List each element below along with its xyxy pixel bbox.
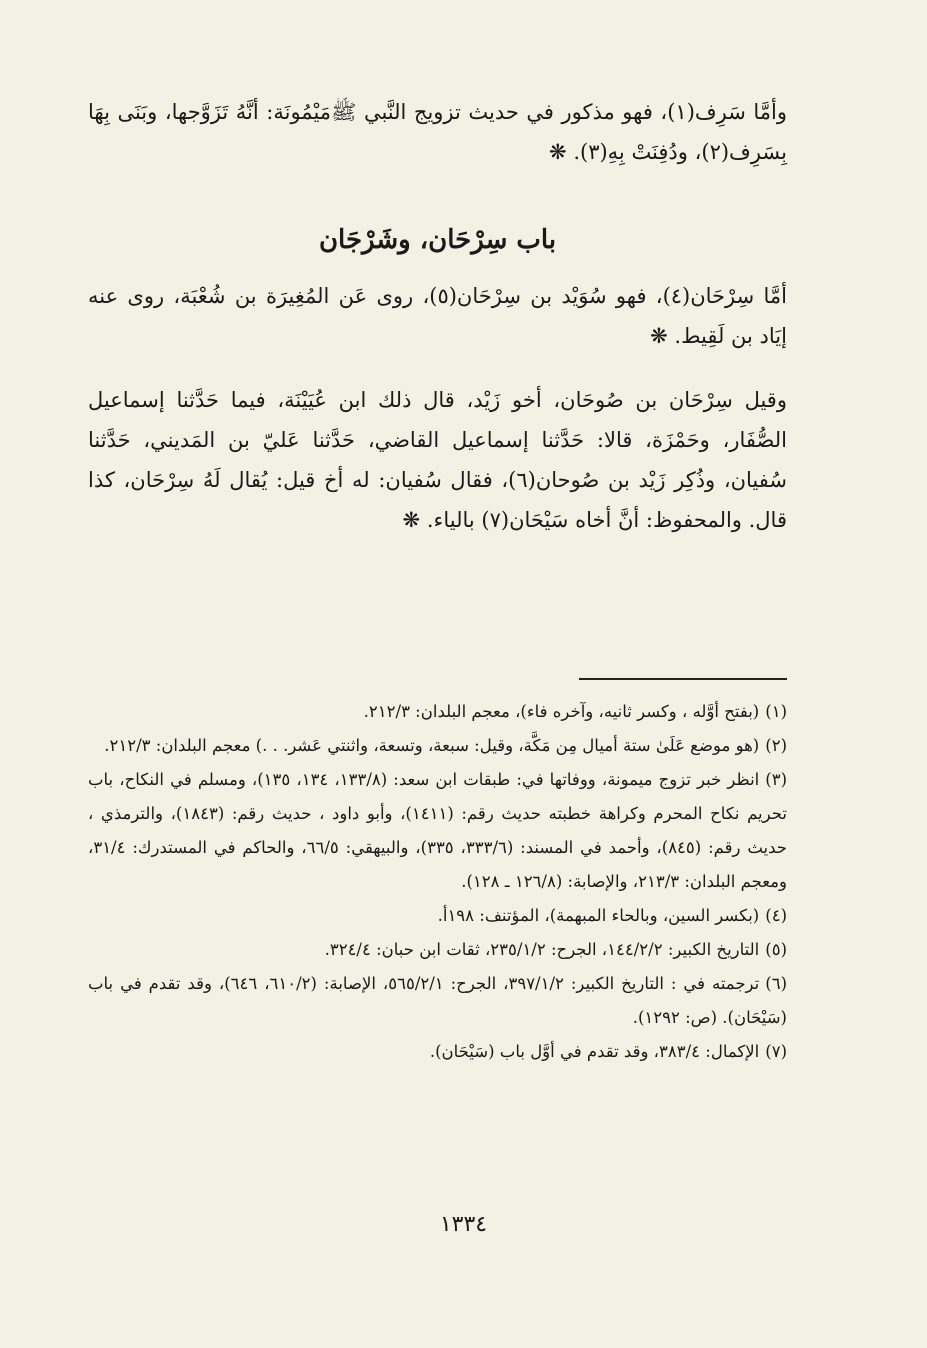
footnote-number: (٧)	[765, 1042, 787, 1061]
footnote-text: انظر خبر تزوج ميمونة، ووفاتها في: طبقات ابن سعد: (١٣٣/٨، ١٣٤، ١٣٥)، ومسلم في النكاح، باب تحريم نكاح المحرم وكراهة خطبته حديث رقم: (١٤١١)، وأبو داود ، حديث رقم: (١٨٤٣)، والترمذي ، حديث رقم: (٨٤٥)، وأحمد في المسند: (٣٣٣/٦، ٣٣٥)، والبيهقي: ٦٦/٥، والحاكم في المستدرك: ٣١/٤، ومعجم البلدان: ٢١٣/٣، والإصابة: (١٢٦/٨ ـ ١٢٨).	[88, 770, 787, 891]
footnote	[88, 695, 787, 729]
footnote-number: (٢)	[765, 736, 787, 755]
paragraph-text: وقيل سِرْحَان بن صُوحَان، أخو زَيْد، قال ذلك ابن عُيَيْنَة، فيما حَدَّثنا إسماعيل الصُّفَار، وحَمْزَة، قالا: حَدَّثنا إسماعيل القاضي، حَدَّثنا عَليّ بن المَديني، حَدَّثنا سُفيان، وذُكِر زَيْد بن صُوحان(٦)، فقال سُفيان: له أخ قيل: يُقال لَهُ سِرْحَان، كذا قال. والمحفوظ: أنَّ أخاه سَيْحَان(٧) بالياء. ❋	[88, 388, 787, 532]
paragraph-text: أمَّا سِرْحَان(٤)، فهو سُوَيْد بن سِرْحَان(٥)، روى عَن المُغِيرَة بن شُعْبَة، روى عنه إيَاد بن لَقِيط. ❋	[88, 284, 787, 348]
page-number: ١٣٣٤	[439, 1212, 488, 1237]
footnote-text: التاريخ الكبير: ١٤٤/٢/٢، الجرح: ٢٣٥/١/٢، ثقات ابن حبان: ٣٢٤/٤.	[324, 940, 760, 959]
footnote-separator	[579, 678, 787, 680]
footnote	[88, 729, 787, 763]
footnote	[88, 763, 787, 899]
intro-text: وأمَّا سَرِف(١)، فهو مذكور في حديث تزويج النَّبي ﷺمَيْمُونَة: أنَّهُ تَزَوَّجها، وبَنَى بِهَا بِسَرِف(٢)، ودُفِنَتْ بِهِ(٣). ❋	[88, 100, 787, 164]
footnote	[88, 933, 787, 967]
footnote	[88, 1035, 787, 1069]
footnote	[88, 899, 787, 933]
footnote-number: (٤)	[765, 906, 787, 925]
footnote	[88, 967, 787, 1035]
footnote-text: (هو موضع عَلَىٰ ستة أميال مِن مَكَّة، وقيل: سبعة، وتسعة، واثنتي عَشر. . .) معجم البلدان: ٢١٢/٣.	[104, 736, 760, 755]
footnote-number: (٣)	[765, 770, 787, 789]
footnotes	[88, 695, 787, 1069]
footnote-text: ترجمته في : التاريخ الكبير: ٣٩٧/١/٢، الجرح: ٥٦٥/٢/١، الإصابة: (٦١٠/٢، ٦٤٦)، وقد تقدم في باب (سَيْحَان). (ص: ١٢٩٢).	[88, 974, 787, 1027]
footnote-text: الإكمال: ٣٨٣/٤، وقد تقدم في أوَّل باب (سَيْحَان).	[429, 1042, 760, 1061]
footnote-number: (٥)	[765, 940, 787, 959]
footnote-text: (بكسر السين، وبالحاء المبهمة)، المؤتنف: ١٩٨أ.	[437, 906, 760, 925]
body-paragraph-2	[88, 380, 787, 540]
footnote-number: (١)	[765, 702, 787, 721]
intro-paragraph	[88, 92, 787, 172]
body-paragraph-1	[88, 276, 787, 356]
footnote-number: (٦)	[765, 974, 787, 993]
section-heading: باب سِرْحَان، وشَرْجَان	[318, 225, 557, 255]
footnote-text: (بفتح أوَّله ، وكسر ثانيه، وآخره فاء)، معجم البلدان: ٢١٢/٣.	[363, 702, 760, 721]
